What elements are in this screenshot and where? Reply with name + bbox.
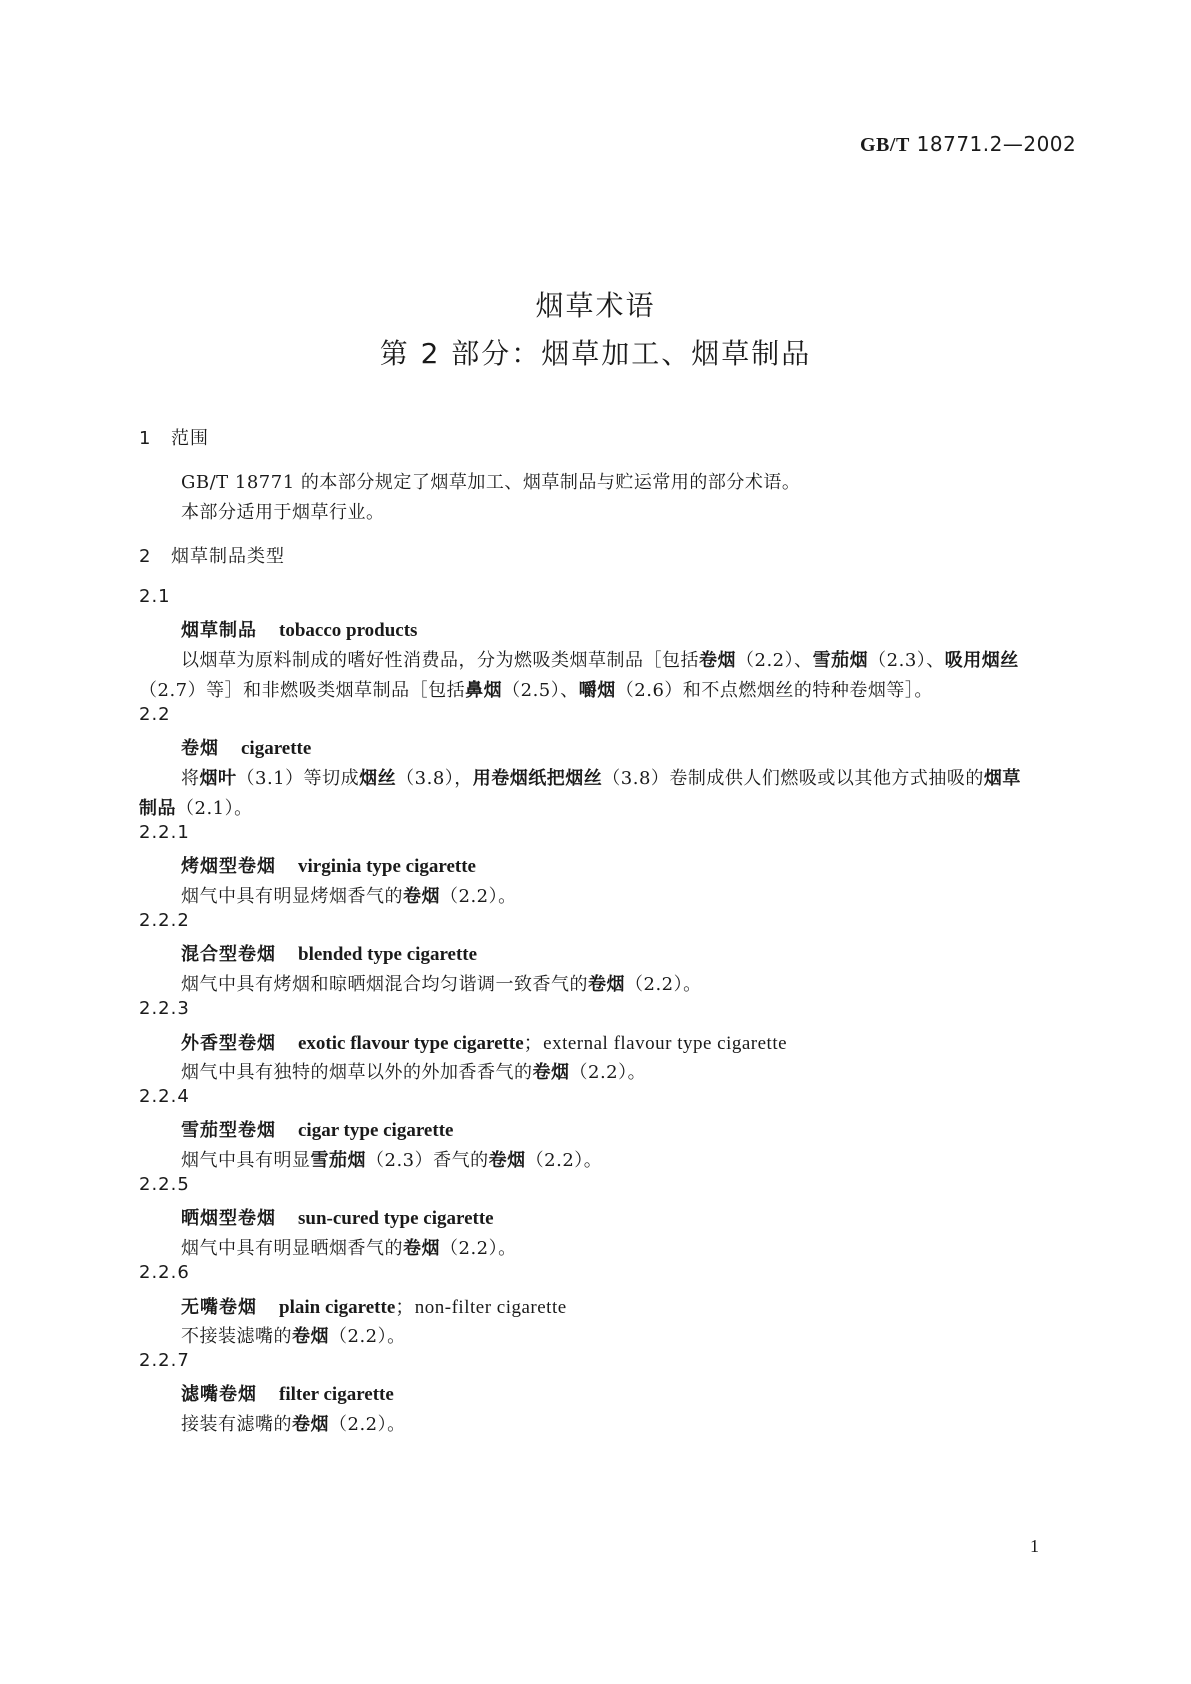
clause-number: 2.2.5 xyxy=(139,1174,190,1195)
definition-text: 烟气中具有明显 xyxy=(181,1150,311,1171)
definition-text: （2.2）。 xyxy=(440,886,517,907)
cross-ref-term: 卷烟 xyxy=(488,1150,526,1171)
clause-number: 2.2.1 xyxy=(139,822,190,843)
term-chinese: 雪茄型卷烟 xyxy=(181,1120,276,1141)
clause-number: 2.2.6 xyxy=(139,1262,190,1283)
document-title: 烟草术语 xyxy=(535,289,656,322)
term-chinese: 滤嘴卷烟 xyxy=(181,1384,257,1405)
definition-text: 将 xyxy=(181,768,200,789)
clause-number: 2.1 xyxy=(139,586,171,607)
term-english: plain cigarette xyxy=(279,1297,396,1318)
definition-text: 以烟草为原料制成的嗜好性消费品，分为燃吸类烟草制品［包括 xyxy=(181,650,699,671)
definition-text: （2.1）。 xyxy=(176,798,253,819)
cross-ref-term: 烟叶 xyxy=(199,768,237,789)
definition-text: 不接装滤嘴的 xyxy=(181,1326,292,1347)
cross-ref-term: 烟草 xyxy=(983,768,1021,789)
term-line xyxy=(181,1204,494,1230)
term-english: filter cigarette xyxy=(279,1384,394,1405)
cross-ref-term: 卷烟 xyxy=(588,974,625,995)
cross-ref-term: 鼻烟 xyxy=(465,680,503,701)
section-title: 范围 xyxy=(171,428,209,449)
section-title: 烟草制品类型 xyxy=(171,546,285,567)
cross-ref-term: 用卷烟纸把烟丝 xyxy=(472,768,603,789)
definition-text: 烟气中具有独特的烟草以外的外加香香气的 xyxy=(181,1062,533,1083)
term-english: sun-cured type cigarette xyxy=(298,1208,494,1229)
term-line xyxy=(181,1028,787,1055)
document-subtitle: 第 2 部分：烟草加工、烟草制品 xyxy=(379,337,812,370)
standard-code: 18771.2—2002 xyxy=(916,132,1077,156)
definition-line xyxy=(181,764,1021,790)
cross-ref-term: 雪茄烟 xyxy=(812,650,869,671)
term-chinese: 烟草制品 xyxy=(181,620,257,641)
term-line xyxy=(181,734,311,760)
scope-paragraph: GB/T 18771 的本部分规定了烟草加工、烟草制品与贮运常用的部分术语。 xyxy=(181,472,801,493)
cross-ref-term: 卷烟 xyxy=(532,1062,570,1083)
definition-line xyxy=(181,1322,406,1348)
term-english: tobacco products xyxy=(279,620,418,641)
term-chinese: 卷烟 xyxy=(181,738,219,759)
term-alternative: ；external flavour type cigarette xyxy=(523,1033,788,1054)
cross-ref-term: 制品 xyxy=(139,798,176,819)
definition-text: （2.2）。 xyxy=(625,974,702,995)
term-line xyxy=(181,616,417,642)
definition-line xyxy=(181,646,1019,672)
standard-prefix: GB/T xyxy=(860,134,910,156)
clause-number: 2.2.2 xyxy=(139,910,190,931)
term-line xyxy=(181,1380,394,1406)
term-english: virginia type cigarette xyxy=(298,856,476,877)
definition-line xyxy=(139,794,253,820)
definition-text: （2.2）。 xyxy=(329,1326,406,1347)
clause-number: 2.2.3 xyxy=(139,998,190,1019)
definition-text: （2.2）。 xyxy=(440,1238,517,1259)
section-number: 1 xyxy=(139,428,152,449)
definition-text: （2.3）、 xyxy=(868,650,945,671)
term-line xyxy=(181,1292,567,1319)
term-chinese: 无嘴卷烟 xyxy=(181,1297,257,1318)
term-line xyxy=(181,852,476,878)
definition-text: （3.8）， xyxy=(396,768,473,789)
term-english: cigarette xyxy=(241,738,312,759)
term-english: exotic flavour type cigarette xyxy=(298,1033,524,1054)
section-heading-scope xyxy=(139,424,209,450)
definition-text: 烟气中具有明显烤烟香气的 xyxy=(181,886,403,907)
clause-number: 2.2.7 xyxy=(139,1350,190,1371)
cross-ref-term: 卷烟 xyxy=(292,1414,329,1435)
term-line xyxy=(181,1116,453,1142)
clause-number: 2.2.4 xyxy=(139,1086,190,1107)
definition-line xyxy=(181,1146,602,1172)
definition-text: （3.1）等切成 xyxy=(236,768,360,789)
definition-text: 接装有滤嘴的 xyxy=(181,1414,292,1435)
term-chinese: 混合型卷烟 xyxy=(181,944,276,965)
definition-line xyxy=(139,676,933,702)
definition-line xyxy=(181,1234,517,1260)
cross-ref-term: 烟丝 xyxy=(359,768,397,789)
term-english: blended type cigarette xyxy=(298,944,478,965)
definition-text: （2.2）。 xyxy=(569,1062,647,1083)
cross-ref-term: 卷烟 xyxy=(292,1326,329,1347)
definition-text: （3.8）卷制成供人们燃吸或以其他方式抽吸的 xyxy=(602,768,984,789)
cross-ref-term: 卷烟 xyxy=(699,650,736,671)
cross-ref-term: 卷烟 xyxy=(403,886,440,907)
term-chinese: 晒烟型卷烟 xyxy=(181,1208,276,1229)
scope-paragraph: 本部分适用于烟草行业。 xyxy=(181,502,385,523)
definition-line xyxy=(181,970,702,996)
definition-text: 烟气中具有明显晒烟香气的 xyxy=(181,1238,403,1259)
term-alternative: ；non-filter cigarette xyxy=(395,1297,567,1318)
definition-text: （2.7）等］和非燃吸类烟草制品［包括 xyxy=(139,680,466,701)
standard-number xyxy=(860,132,1076,157)
cross-ref-term: 吸用烟丝 xyxy=(944,650,1019,671)
term-chinese: 烤烟型卷烟 xyxy=(181,856,276,877)
clause-number: 2.2 xyxy=(139,704,171,725)
term-english: cigar type cigarette xyxy=(298,1120,454,1141)
section-heading-types xyxy=(139,542,285,568)
definition-text: （2.2）、 xyxy=(736,650,813,671)
definition-text: 烟气中具有烤烟和晾晒烟混合均匀谐调一致香气的 xyxy=(181,974,588,995)
cross-ref-term: 卷烟 xyxy=(403,1238,440,1259)
definition-text: （2.6）和不点燃烟丝的特种卷烟等］。 xyxy=(615,680,933,701)
cross-ref-term: 雪茄烟 xyxy=(310,1150,366,1171)
definition-text: （2.2）。 xyxy=(525,1150,603,1171)
definition-line xyxy=(181,882,517,908)
term-line xyxy=(181,940,477,966)
definition-text: （2.2）。 xyxy=(329,1414,406,1435)
term-chinese: 外香型卷烟 xyxy=(181,1033,276,1054)
cross-ref-term: 嚼烟 xyxy=(578,680,616,701)
section-number: 2 xyxy=(139,546,152,567)
page-number: 1 xyxy=(1030,1536,1039,1556)
definition-line xyxy=(181,1410,406,1436)
definition-text: （2.3）香气的 xyxy=(366,1150,489,1171)
definition-text: （2.5）、 xyxy=(502,680,579,701)
definition-line xyxy=(181,1058,646,1084)
